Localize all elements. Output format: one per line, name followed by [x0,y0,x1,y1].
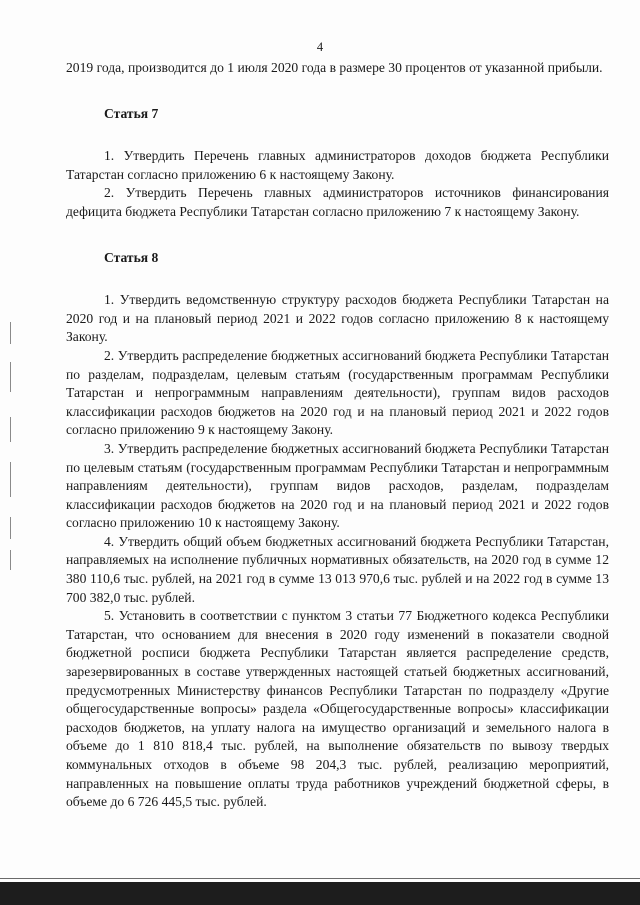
article-7-paragraph-2: 2. Утвердить Перечень главных администраторов источников финансирования дефицита бюджета Республики Татарстан согласно приложению 7 к настоящему Закону. [66,185,609,219]
scan-bottom-edge [0,882,640,905]
scan-edge-line [0,878,640,879]
document-body [66,59,609,812]
article-7-heading: Статья 7 [104,105,159,121]
article-8-paragraph-1: 1. Утвердить ведомственную структуру расходов бюджета Республики Татарстан на 2020 год и на плановый период 2021 и 2022 годов согласно приложению 8 к настоящему Закону. [66,292,609,345]
article-8-paragraph-4: 4. Утвердить общий объем бюджетных ассигнований бюджета Республики Татарстан, направляемых на исполнение публичных нормативных обязательств, на 2020 год в сумме 12 380 110,6 тыс. рублей, на 2021 год в сумме 13 013 970,6 тыс. рублей и на 2022 год в сумме 13 700 382,0 тыс. рублей. [66,533,609,605]
article-8-heading: Статья 8 [104,249,159,265]
margin-marks [10,322,14,572]
article-8-paragraph-3: 3. Утвердить распределение бюджетных ассигнований бюджета Республики Татарстан по целевым статьям (государственным программам Республики Татарстан и непрограммным направлениям деятельности), группам видов расходов, разделам, подразделам классификации расходов бюджетов на 2020 год и на плановый период 2021 и 2022 годов согласно приложению 10 к настоящему Закону. [66,440,609,531]
article-8-paragraph-2: 2. Утвердить распределение бюджетных ассигнований бюджета Республики Татарстан по разделам, подразделам, целевым статьям (государственным программам Республики Татарстан и непрограммным направлениям деятельности), группам видов расходов классификации расходов бюджетов на 2020 год и на плановый период 2021 и 2022 годов согласно приложению 9 к настоящему Закону. [66,347,609,438]
article-7-paragraph-1: 1. Утвердить Перечень главных администраторов доходов бюджета Республики Татарстан согласно приложению 6 к настоящему Закону. [66,148,609,182]
intro-paragraph: 2019 года, производится до 1 июля 2020 года в размере 30 процентов от указанной прибыли. [66,60,603,75]
page-number: 4 [316,40,324,54]
article-8-paragraph-5: 5. Установить в соответствии с пунктом 3 статьи 77 Бюджетного кодекса Республики Татарстан, что основанием для внесения в 2020 году изменений в показатели сводной бюджетной росписи бюджета Республики Татарстан является распределение средств, зарезервированных в составе утвержденных настоящей статьей бюджетных ассигнований, предусмотренных Министерству финансов Республики Татарстан по подразделу «Другие общегосударственные вопросы» раздела «Общегосударственные вопросы» классификации расходов бюджетов, на уплату налога на имущество организаций и земельного налога в объеме до 1 810 818,4 тыс. рублей, на выполнение обязательств по вывозу твердых коммунальных отходов в объеме 98 204,3 тыс. рублей, реализацию мероприятий, направленных на повышение оплаты труда работников учреждений бюджетной сферы, в объеме до 6 726 445,5 тыс. рублей. [66,608,609,810]
